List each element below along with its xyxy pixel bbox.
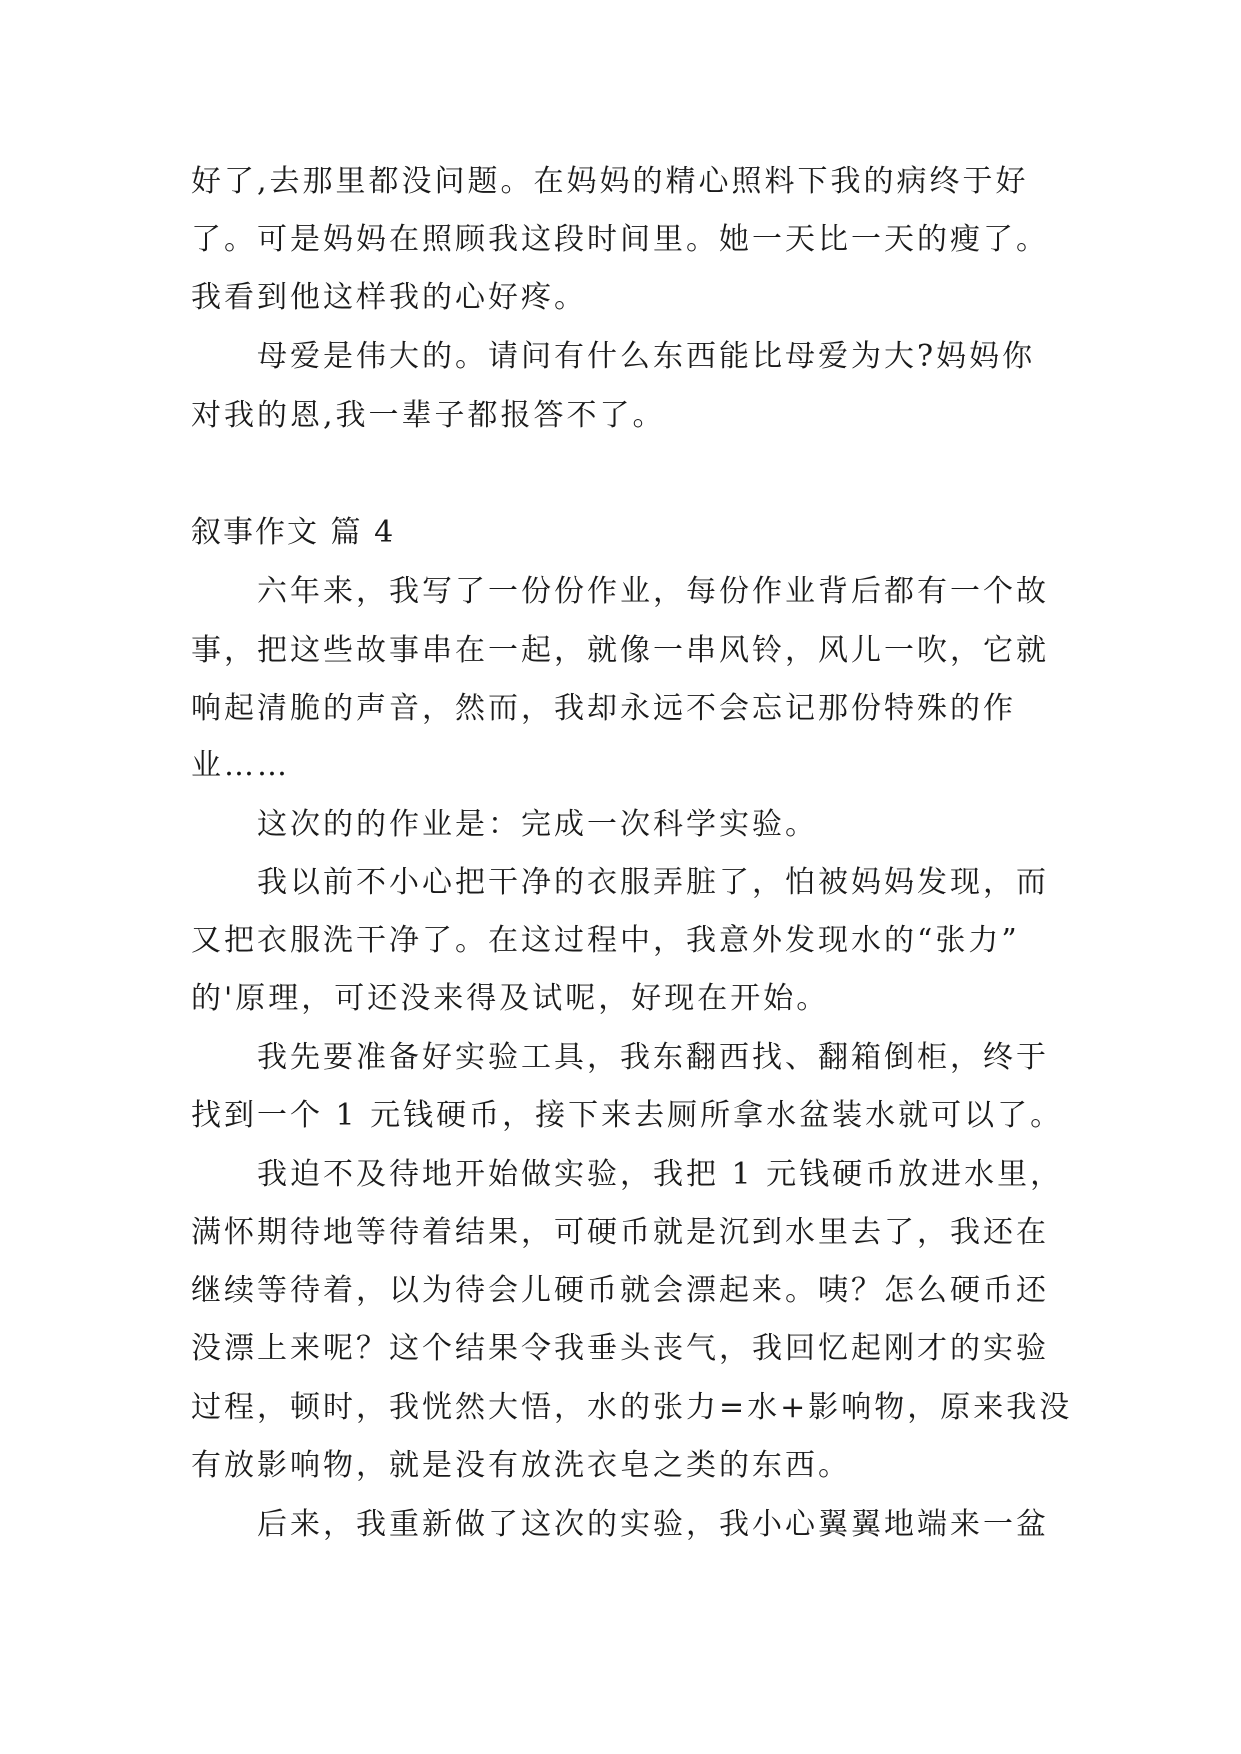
text-line: 事，把这些故事串在一起，就像一串风铃，风儿一吹，它就 xyxy=(191,633,1049,668)
paragraph-start: 我迫不及待地开始做实验，我把 1 元钱硬币放进水里， xyxy=(257,1157,1064,1192)
text-line: 继续等待着，以为待会儿硬币就会漂起来。咦？怎么硬币还 xyxy=(191,1273,1049,1308)
text-line: 有放影响物，就是没有放洗衣皂之类的东西。 xyxy=(191,1448,851,1483)
text-line: 的'原理，可还没来得及试呢，好现在开始。 xyxy=(191,981,830,1016)
paragraph-start: 我以前不小心把干净的衣服弄脏了，怕被妈妈发现，而 xyxy=(257,865,1049,900)
text-line: 好了,去那里都没问题。在妈妈的精心照料下我的病终于好 xyxy=(191,164,1029,199)
text-line: 对我的恩,我一辈子都报答不了。 xyxy=(191,398,666,433)
text-line: 没漂上来呢？这个结果令我垂头丧气，我回忆起刚才的实验 xyxy=(191,1331,1049,1366)
text-line: 响起清脆的声音，然而，我却永远不会忘记那份特殊的作 xyxy=(191,691,1016,726)
text-line: 过程，顿时，我恍然大悟，水的张力=水+影响物，原来我没 xyxy=(191,1390,1073,1425)
text-line: 我看到他这样我的心好疼。 xyxy=(191,280,587,315)
text-line: 又把衣服洗干净了。在这过程中，我意外发现水的“张力” xyxy=(191,923,1020,958)
text-line: 了。可是妈妈在照顾我这段时间里。她一天比一天的瘦了。 xyxy=(191,222,1049,257)
paragraph-start: 母爱是伟大的。请问有什么东西能比母爱为大?妈妈你 xyxy=(257,339,1036,374)
section-heading: 叙事作文 篇 4 xyxy=(191,515,396,550)
paragraph-start: 我先要准备好实验工具，我东翻西找、翻箱倒柜，终于 xyxy=(257,1040,1049,1075)
paragraph-start: 后来，我重新做了这次的实验，我小心翼翼地端来一盆 xyxy=(257,1507,1049,1542)
text-line: 满怀期待地等待着结果，可硬币就是沉到水里去了，我还在 xyxy=(191,1215,1049,1250)
text-line: 业…… xyxy=(191,748,290,783)
text-line: 找到一个 1 元钱硬币，接下来去厕所拿水盆装水就可以了。 xyxy=(191,1098,1064,1133)
paragraph-start: 这次的的作业是：完成一次科学实验。 xyxy=(257,807,818,842)
paragraph-start: 六年来，我写了一份份作业，每份作业背后都有一个故 xyxy=(257,574,1049,609)
